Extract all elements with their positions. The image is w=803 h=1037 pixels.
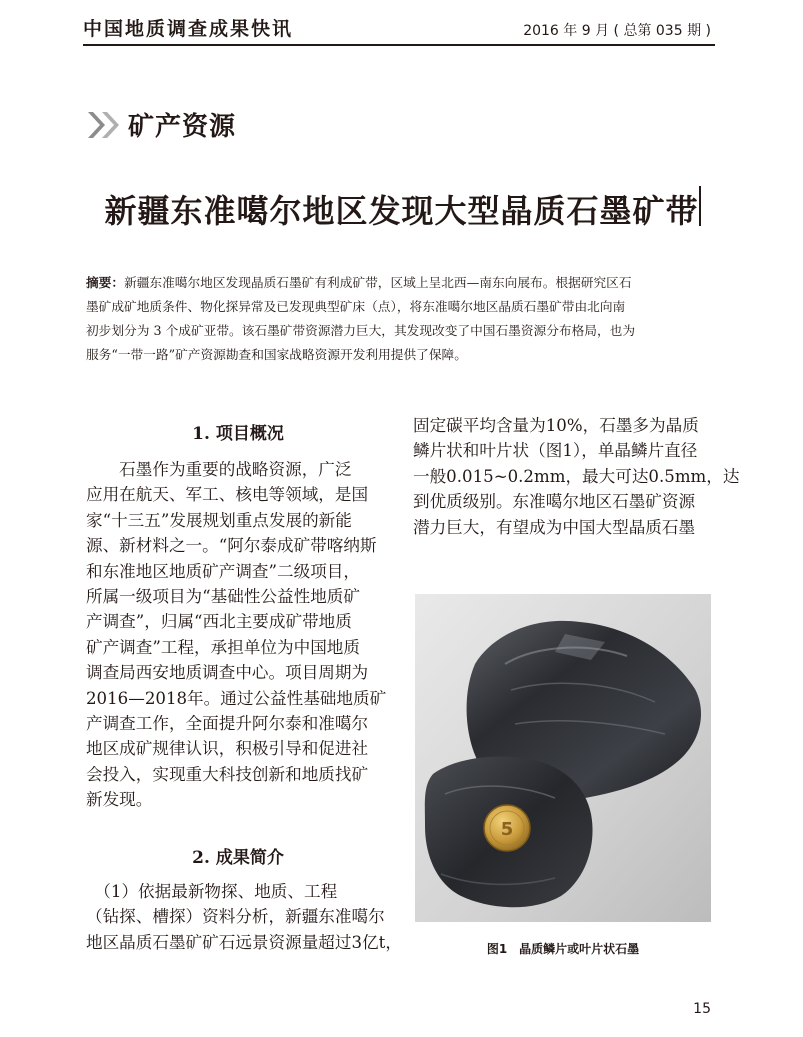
header-rule [83, 44, 715, 46]
text-line: 矿产调查”工程，承担单位为中国地质 [86, 637, 360, 657]
text-line: （1）依据最新物探、地质、工程 [86, 882, 338, 901]
heading-results: 2. 成果简介 [192, 848, 284, 868]
abstract-label: 摘要： [86, 275, 125, 290]
text-line: 石墨作为重要的战略资源，广泛 [86, 460, 352, 479]
section-title: 矿产资源 [128, 112, 237, 142]
graphite-photo [415, 594, 711, 922]
text-line: 地区成矿规律认识，积极引导和促进社 [86, 739, 369, 759]
paragraph-project-overview [86, 457, 390, 813]
text-line: 应用在航天、军工、核电等领域，是国 [86, 485, 369, 505]
double-chevron-icon [86, 108, 126, 142]
text-cursor [699, 186, 701, 226]
text-line: 家“十三五”发展规划重点发展的新能 [86, 510, 352, 530]
figure-caption: 图1 晶质鳞片或叶片状石墨 [486, 942, 640, 956]
text-line: 调查局西安地质调查中心。项目周期为 [86, 663, 369, 683]
text-line: 2016—2018年。通过公益性基础地质矿 [86, 688, 387, 708]
text-line: 到优质级别。东准噶尔地区石墨矿资源 [413, 492, 696, 512]
text-line: 和东准地区地质矿产调查”二级项目， [86, 561, 360, 581]
journal-name: 中国地质调查成果快讯 [83, 18, 294, 40]
text-line: 产调查工作，全面提升阿尔泰和准噶尔 [86, 714, 369, 734]
text-line: 鳞片状和叶片状（图1），单晶鳞片直径 [413, 441, 698, 461]
coin-numeral: 5 [500, 819, 514, 840]
abstract-line: 初步划分为 3 个成矿亚带。该石墨矿带资源潜力巨大，其发现改变了中国石墨资源分布格局，也为 [86, 323, 636, 338]
abstract-line: 服务“一带一路”矿产资源勘查和国家战略资源开发利用提供了保障。 [86, 347, 467, 362]
text-line: 地区晶质石墨矿矿石远景资源量超过3亿t， [86, 932, 402, 952]
paragraph-results [86, 879, 402, 955]
abstract-line: 摘要：新疆东准噶尔地区发现晶质石墨矿有利成矿带，区域上呈北西—南东向展布。根据研究区石 [86, 275, 632, 290]
paragraph-right-column [413, 413, 740, 540]
text-line: 会投入，实现重大科技创新和地质找矿 [86, 764, 369, 784]
abstract [86, 271, 718, 367]
issue-info: 2016 年 9 月 ( 总第 035 期 ) [523, 23, 711, 39]
text-line: 源、新材料之一。“阿尔泰成矿带喀纳斯 [86, 536, 377, 556]
text-line: 固定碳平均含量为10%，石墨多为晶质 [413, 416, 699, 435]
text-line: 产调查”，归属“西北主要成矿带地质 [86, 612, 352, 632]
text-line: （钻探、槽探）资料分析，新疆东准噶尔 [86, 907, 385, 927]
text-line: 一般0.015~0.2mm，最大可达0.5mm，达 [413, 466, 740, 486]
text-line: 所属一级项目为“基础性公益性地质矿 [86, 587, 360, 607]
text-line: 新发现。 [86, 790, 153, 810]
page-number: 15 [693, 1001, 711, 1017]
text-line: 潜力巨大，有望成为中国大型晶质石墨 [413, 517, 696, 537]
abstract-line: 墨矿成矿地质条件、物化探异常及已发现典型矿床（点），将东准噶尔地区晶质石墨矿带由北向南 [86, 299, 626, 314]
article-title: 新疆东准噶尔地区发现大型晶质石墨矿带 [104, 192, 699, 230]
heading-project-overview: 1. 项目概况 [192, 424, 284, 444]
